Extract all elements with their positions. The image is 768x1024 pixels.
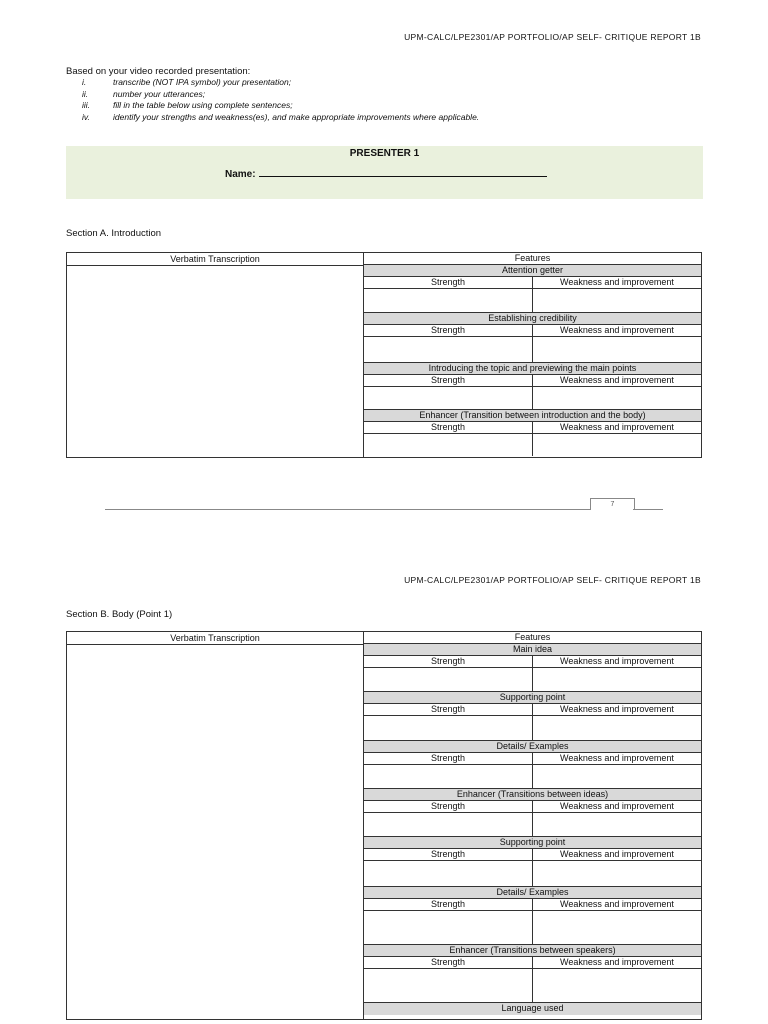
feature-input-row <box>364 969 701 1003</box>
strength-weakness-header <box>364 801 701 813</box>
strength-weakness-header <box>364 325 701 337</box>
instruction-text: fill in the table below using complete sentences; <box>113 100 293 110</box>
introduction-table <box>66 252 702 458</box>
strength-weakness-header <box>364 899 701 911</box>
section-b-title: Section B. Body (Point 1) <box>66 609 173 620</box>
strength-cell[interactable] <box>364 716 533 740</box>
weakness-cell[interactable] <box>533 289 701 312</box>
feature-row: Main idea <box>364 644 701 656</box>
feature-input-row <box>364 813 701 837</box>
strength-label: Strength <box>364 422 533 433</box>
feature-input-row <box>364 434 701 456</box>
strength-cell[interactable] <box>364 813 533 836</box>
feature-input-row <box>364 716 701 741</box>
strength-cell[interactable] <box>364 969 533 1002</box>
strength-label: Strength <box>364 704 533 715</box>
feature-row: Introducing the topic and previewing the main points <box>364 363 701 375</box>
strength-label: Strength <box>364 325 533 336</box>
strength-cell[interactable] <box>364 765 533 788</box>
page-header: UPM-CALC/LPE2301/AP PORTFOLIO/AP SELF- CRITIQUE REPORT 1B <box>404 32 701 42</box>
feature-row-language: Language used <box>364 1003 701 1015</box>
weakness-label: Weakness and improvement <box>560 957 674 967</box>
strength-label: Strength <box>364 899 533 910</box>
strength-label: Strength <box>364 849 533 860</box>
weakness-cell[interactable] <box>533 668 701 691</box>
instruction-text: transcribe (NOT IPA symbol) your presentation; <box>113 77 292 87</box>
feature-row: Enhancer (Transitions between ideas) <box>364 789 701 801</box>
instruction-number: iv. <box>82 112 90 122</box>
feature-input-row <box>364 337 701 363</box>
feature-row: Enhancer (Transition between introduction and the body) <box>364 410 701 422</box>
feature-row: Establishing credibility <box>364 313 701 325</box>
weakness-label: Weakness and improvement <box>560 849 674 859</box>
strength-weakness-header <box>364 957 701 969</box>
instruction-text: number your utterances; <box>113 89 206 99</box>
weakness-cell[interactable] <box>533 813 701 836</box>
strength-cell[interactable] <box>364 911 533 944</box>
weakness-cell[interactable] <box>533 765 701 788</box>
strength-cell[interactable] <box>364 668 533 691</box>
verbatim-header: Verbatim Transcription <box>67 253 363 266</box>
feature-row: Supporting point <box>364 837 701 849</box>
features-header: Features <box>364 253 701 265</box>
strength-weakness-header <box>364 375 701 387</box>
features-header: Features <box>364 632 701 644</box>
footer-rule <box>105 509 590 510</box>
verbatim-column <box>67 253 364 457</box>
feature-input-row <box>364 289 701 313</box>
name-label: Name: <box>225 169 256 180</box>
feature-input-row <box>364 765 701 789</box>
weakness-label: Weakness and improvement <box>560 656 674 666</box>
strength-weakness-header <box>364 753 701 765</box>
feature-input-row <box>364 387 701 410</box>
instruction-number: iii. <box>82 100 91 110</box>
verbatim-cell[interactable] <box>67 266 363 457</box>
weakness-cell[interactable] <box>533 337 701 362</box>
page-number: 7 <box>590 498 635 510</box>
intro-text: Based on your video recorded presentation: <box>66 66 251 77</box>
strength-label: Strength <box>364 277 533 288</box>
feature-row: Details/ Examples <box>364 887 701 899</box>
strength-weakness-header <box>364 422 701 434</box>
name-field[interactable] <box>225 167 547 180</box>
name-underline <box>259 167 547 177</box>
instruction-text: identify your strengths and weakness(es), and make appropriate improvements where applicable. <box>113 112 480 122</box>
verbatim-column <box>67 632 364 1019</box>
weakness-label: Weakness and improvement <box>560 422 674 432</box>
features-column <box>364 632 701 1019</box>
footer-rule-tail <box>633 509 663 510</box>
feature-row: Details/ Examples <box>364 741 701 753</box>
presenter-title: PRESENTER 1 <box>349 148 420 159</box>
weakness-cell[interactable] <box>533 716 701 740</box>
weakness-label: Weakness and improvement <box>560 753 674 763</box>
strength-cell[interactable] <box>364 337 533 362</box>
weakness-cell[interactable] <box>533 434 701 456</box>
section-a-title: Section A. Introduction <box>66 228 162 239</box>
strength-label: Strength <box>364 801 533 812</box>
instruction-item <box>82 100 293 112</box>
strength-weakness-header <box>364 277 701 289</box>
instruction-item <box>82 77 291 89</box>
feature-input-row <box>364 861 701 887</box>
weakness-cell[interactable] <box>533 911 701 944</box>
weakness-cell[interactable] <box>533 387 701 409</box>
strength-cell[interactable] <box>364 861 533 886</box>
weakness-cell[interactable] <box>533 861 701 886</box>
strength-label: Strength <box>364 375 533 386</box>
feature-input-row <box>364 911 701 945</box>
strength-cell[interactable] <box>364 289 533 312</box>
weakness-label: Weakness and improvement <box>560 801 674 811</box>
strength-weakness-header <box>364 704 701 716</box>
weakness-label: Weakness and improvement <box>560 325 674 335</box>
weakness-label: Weakness and improvement <box>560 375 674 385</box>
weakness-label: Weakness and improvement <box>560 277 674 287</box>
strength-label: Strength <box>364 957 533 968</box>
feature-input-row <box>364 668 701 692</box>
body-table <box>66 631 702 1020</box>
weakness-cell[interactable] <box>533 969 701 1002</box>
weakness-label: Weakness and improvement <box>560 899 674 909</box>
strength-cell[interactable] <box>364 434 533 456</box>
strength-label: Strength <box>364 656 533 667</box>
page-header: UPM-CALC/LPE2301/AP PORTFOLIO/AP SELF- CRITIQUE REPORT 1B <box>404 575 701 585</box>
feature-row: Attention getter <box>364 265 701 277</box>
verbatim-header: Verbatim Transcription <box>67 632 363 645</box>
feature-row: Enhancer (Transitions between speakers) <box>364 945 701 957</box>
strength-cell[interactable] <box>364 387 533 409</box>
instruction-number: ii. <box>82 89 89 99</box>
verbatim-cell[interactable] <box>67 645 363 1019</box>
instruction-number: i. <box>82 77 87 87</box>
instruction-item <box>82 89 205 101</box>
strength-weakness-header <box>364 656 701 668</box>
weakness-label: Weakness and improvement <box>560 704 674 714</box>
feature-row: Supporting point <box>364 692 701 704</box>
strength-label: Strength <box>364 753 533 764</box>
features-column <box>364 253 701 457</box>
instruction-item <box>82 112 479 124</box>
presenter-box <box>66 146 703 199</box>
strength-weakness-header <box>364 849 701 861</box>
